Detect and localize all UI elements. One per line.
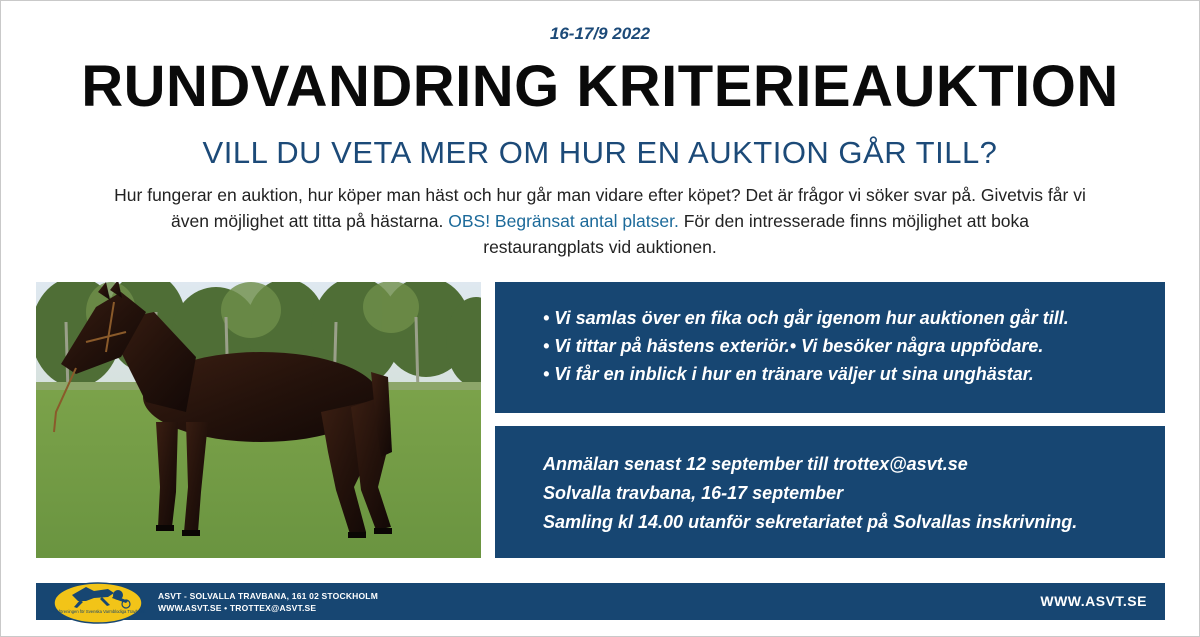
footer-website: WWW.ASVT.SE — [1040, 593, 1147, 609]
registration-line: Anmälan senast 12 september till trottex@asvt.se — [543, 454, 968, 474]
horse-photo — [36, 282, 481, 558]
footer-address: ASVT - SOLVALLA TRAVBANA, 161 02 STOCKHOLM — [158, 591, 378, 601]
footer-address-block — [158, 590, 378, 614]
info-box — [495, 426, 1165, 558]
page-subtitle: VILL DU VETA MER OM HUR EN AUKTION GÅR TILL? — [202, 135, 998, 170]
page-title: RUNDVANDRING KRITERIEAUKTION — [81, 54, 1119, 119]
intro-text-part1: Hur fungerar en auktion, hur köper man häst och hur går man vidare efter köpet? Det är frågor vi söker svar på. Givetvis får vi även möjlighet att titta på hästarna. — [114, 185, 1086, 231]
program-item: • Vi tittar på hästens exteriör.• Vi besöker några uppfödare. — [543, 336, 1044, 356]
meeting-line: Samling kl 14.00 utanför sekretariatet på Solvallas inskrivning. — [543, 512, 1078, 532]
venue-line: Solvalla travbana, 16-17 september — [543, 483, 844, 503]
logo-text: Avelsföreningen för Svenska Varmblodiga Travhästar — [50, 609, 146, 614]
program-item: • Vi samlas över en fika och går igenom hur auktionen går till. — [543, 308, 1069, 328]
program-box — [495, 282, 1165, 413]
event-date: 16-17/9 2022 — [549, 24, 651, 43]
intro-text-part2: För den intresserade finns möjlighet att boka restaurangplats vid auktionen. — [483, 211, 1030, 257]
program-item: • Vi får en inblick i hur en tränare väljer ut sina unghästar. — [543, 364, 1034, 384]
intro-highlight: OBS! Begränsat antal platser. — [448, 211, 679, 231]
program-list — [495, 282, 1165, 388]
intro-paragraph — [110, 182, 1090, 260]
footer-bar — [36, 583, 1165, 620]
asvt-logo — [50, 571, 146, 625]
footer-contacts: WWW.ASVT.SE • TROTTEX@ASVT.SE — [158, 603, 317, 613]
